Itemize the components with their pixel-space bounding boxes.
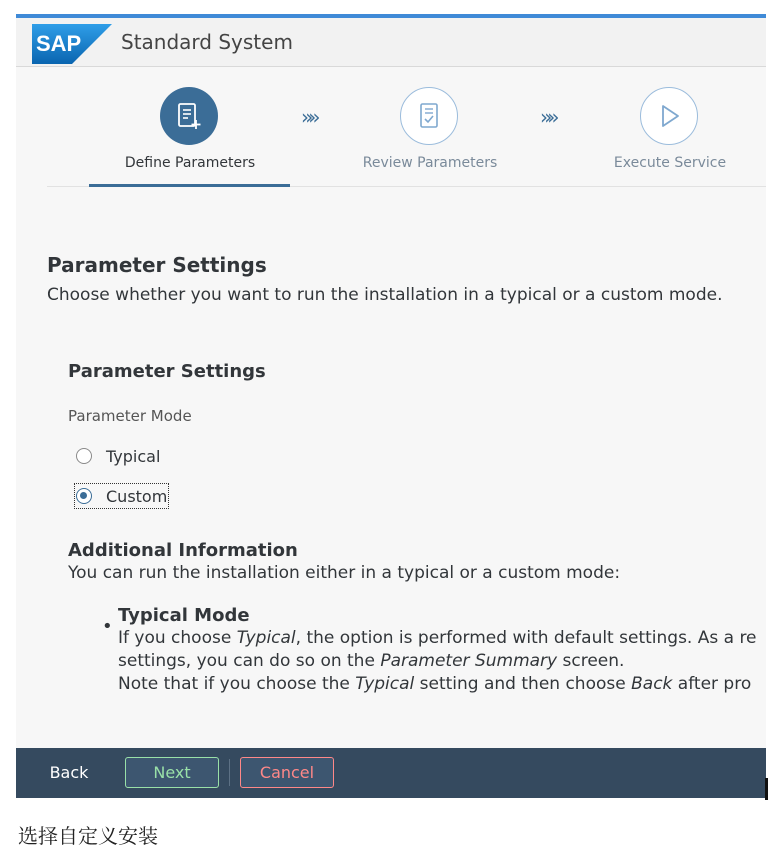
step-label: Execute Service (613, 155, 727, 171)
step-separator-icon: »» (540, 105, 555, 129)
radio-typical-circle[interactable] (76, 448, 92, 464)
wizard-steps (16, 67, 766, 189)
radio-custom[interactable] (76, 485, 167, 507)
execute-service-icon (654, 101, 684, 131)
step-separator-icon: »» (301, 105, 316, 129)
typical-mode-line-3: Note that if you choose the Typical setting and then choose Back after pro (118, 674, 752, 694)
typical-mode-title: Typical Mode (118, 605, 250, 626)
page-title: Parameter Settings (47, 253, 267, 277)
radio-typical-label[interactable]: Typical (106, 446, 161, 466)
cancel-button[interactable]: Cancel (240, 757, 334, 788)
radio-custom-circle[interactable] (76, 488, 92, 504)
edge-mark (765, 778, 768, 800)
step-label: Define Parameters (124, 155, 256, 171)
review-parameters-icon (414, 101, 444, 131)
next-button[interactable]: Next (125, 757, 219, 788)
additional-info-text: You can run the installation either in a typical or a custom mode: (68, 563, 621, 583)
caption: 选择自定义安装 (18, 824, 158, 848)
additional-info-title: Additional Information (68, 540, 298, 561)
app-header (16, 18, 766, 67)
footer-toolbar (16, 748, 766, 798)
footer-separator (229, 759, 230, 786)
step-label: Review Parameters (362, 155, 498, 171)
sap-logo-text: SAP (36, 31, 82, 56)
radio-custom-label[interactable]: Custom (106, 486, 168, 506)
page-description: Choose whether you want to run the installation in a typical or a custom mode. (47, 285, 723, 305)
app-window (16, 18, 766, 798)
parameter-mode-label: Parameter Mode (68, 407, 192, 425)
define-parameters-icon (174, 101, 204, 131)
typical-mode-line-1: If you choose Typical, the option is performed with default settings. As a re (118, 628, 757, 648)
app-title: Standard System (121, 30, 293, 54)
back-button[interactable]: Back (49, 763, 89, 782)
sap-logo (32, 24, 112, 64)
active-step-indicator (89, 184, 290, 187)
radio-typical[interactable] (76, 445, 160, 467)
bullet-icon: • (102, 616, 113, 637)
section-title: Parameter Settings (68, 361, 266, 382)
typical-mode-line-2: settings, you can do so on the Parameter Summary screen. (118, 651, 625, 671)
browser-bookmark-bar (0, 0, 773, 14)
